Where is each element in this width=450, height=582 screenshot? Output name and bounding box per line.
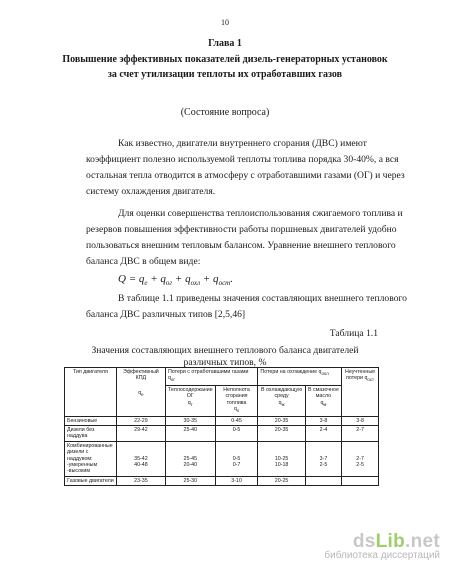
paragraph-1-line-2: коэффициент полезно используемой теплоты топлива порядка 30-40%, а вся: [86, 154, 399, 165]
header-unaccounted-losses: Неучтенные потери $q_{ост}$: [342, 368, 379, 417]
cell-efficiency: 35-42 40-48: [116, 441, 165, 476]
cell-incomplete: 0-5: [215, 425, 258, 441]
cell-oil: 3-8: [305, 416, 341, 425]
cell-exhaust-heat: 25-45 20-40: [165, 441, 215, 476]
cell-type: Бензиновые: [65, 416, 117, 425]
table-caption-line-2: различных типов, %: [183, 357, 267, 368]
table-row: [65, 441, 379, 476]
header-efficiency: Эффективный КПД $q_e$: [116, 368, 165, 417]
cell-coolant: 10-25 10-18: [258, 441, 305, 476]
paragraph-2-line-1: Для оценки совершенства теплоиспользования сжигаемого топлива и: [118, 208, 403, 219]
cell-coolant: 20-35: [258, 416, 305, 425]
paragraph-1-line-1: Как известно, двигатели внутреннего сгорания (ДВС) имеют: [118, 138, 367, 149]
page-number: 10: [221, 18, 229, 27]
table-header-row: [65, 368, 379, 386]
cell-efficiency: 29-42: [116, 425, 165, 441]
chapter-title-line-2: за счет утилизации теплоты их отработавших газов: [107, 69, 343, 80]
paragraph-1-line-4: систему охлаждения двигателя.: [86, 186, 216, 197]
cell-type: Дизели без наддува: [65, 425, 117, 441]
header-exhaust-losses: Потери с отработавшими газами $q_{ог}$: [165, 368, 257, 386]
cell-unaccounted: [342, 476, 379, 485]
heat-balance-formula: $Q = q_e + q_{ог} + q_{охл} + q_{ост}$.: [118, 273, 233, 288]
table-row: [65, 416, 379, 425]
paragraph-2-line-3: пользоваться внешним тепловым балансом. Уравнение внешнего теплового: [86, 240, 396, 251]
heat-balance-table: [64, 367, 379, 486]
cell-incomplete: 3-10: [215, 476, 258, 485]
table-caption-line-1: Значения составляющих внешнего теплового баланса двигателей: [91, 345, 359, 356]
paragraph-1-line-3: остальная тепла отводится в атмосферу с отработавшими газами (ОГ) и через: [86, 170, 405, 181]
cell-exhaust-heat: 25-30: [165, 476, 215, 485]
cell-exhaust-heat: 30-35: [165, 416, 215, 425]
paragraph-3-line-1: В таблице 1.1 приведены значения составляющих внешнего теплового: [118, 293, 407, 304]
cell-type: Газовые двигатели: [65, 476, 117, 485]
cell-type: Комбинированные дизели с наддувом: -умеренным -высоким: [65, 441, 117, 476]
header-engine-type: Тип двигателя: [65, 368, 117, 417]
cell-unaccounted: 2-7 2-5: [342, 441, 379, 476]
subheader-oil: В смазочное масло $q_м$: [305, 385, 341, 416]
cell-oil: [305, 476, 341, 485]
cell-coolant: 20-25: [258, 476, 305, 485]
subheader-incomplete-combustion: Неполнота сгорания топлива $q_х$: [215, 385, 258, 416]
subheader-coolant: В охлаждающую среду $q_ж$: [258, 385, 305, 416]
table-row: [65, 425, 379, 441]
cell-incomplete: 0-45: [215, 416, 258, 425]
paragraph-2-line-2: резервов повышения эффективности работы поршневых двигателей удобно: [86, 224, 397, 235]
watermark-logo: dsLib.net: [352, 531, 440, 552]
cell-incomplete: 0-5 0-7: [215, 441, 258, 476]
cell-unaccounted: 3-8: [342, 416, 379, 425]
watermark-subtitle: библиотека диссертаций: [324, 550, 440, 561]
section-subtitle: (Состояние вопроса): [180, 107, 270, 118]
cell-oil: 3-7 2-5: [305, 441, 341, 476]
chapter-heading: Глава 1: [208, 38, 242, 49]
cell-unaccounted: 2-7: [342, 425, 379, 441]
table-number: Таблица 1.1: [329, 328, 378, 339]
cell-efficiency: 23-35: [116, 476, 165, 485]
chapter-title-line-1: Повышение эффективных показателей дизель-генераторных установок: [62, 54, 388, 65]
header-cooling-losses: Потери на охлаждение $q_{охл}$: [258, 368, 342, 386]
table-row: [65, 476, 379, 485]
cell-oil: 2-4: [305, 425, 341, 441]
cell-coolant: 20-35: [258, 425, 305, 441]
paragraph-3-line-2: баланса ДВС различных типов [2,5,46]: [86, 309, 246, 320]
cell-exhaust-heat: 25-40: [165, 425, 215, 441]
cell-efficiency: 22-29: [116, 416, 165, 425]
paragraph-2-line-4: баланса ДВС в общем виде:: [86, 256, 201, 267]
subheader-exhaust-heat: Теплосодержание ОГ $q_т$: [165, 385, 215, 416]
watermark: [324, 531, 440, 561]
